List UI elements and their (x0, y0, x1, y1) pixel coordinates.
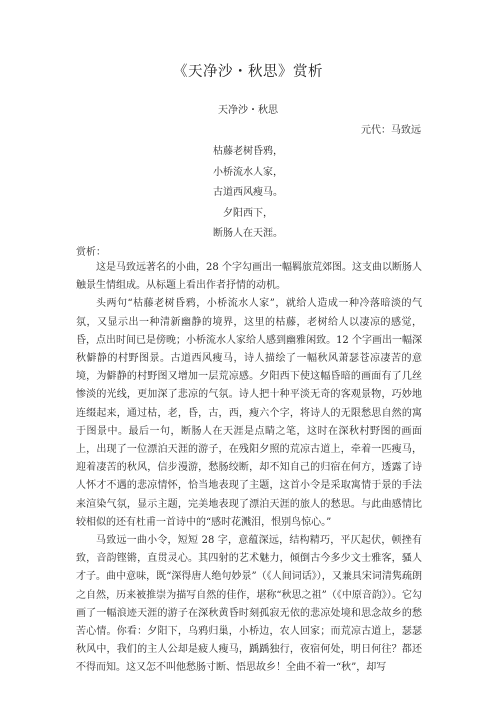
poem-body (0, 142, 496, 245)
poem-author: 元代：马致远 (361, 125, 421, 136)
document-title: 《天净沙・秋思》赏析 (173, 64, 323, 80)
paragraph: 头两句“枯藤老树昏鸦，小桥流水人家”，就给人造成一种冷落暗淡的气氛，又显示出一种清新幽静的境界，这里的枯藤，老树给人以凄凉的感觉，昏，点出时间已是傍晚；小桥流水人家给人感到幽雅闲致。12 个字画出一幅深秋僻静的村野图景。古道西风瘦马，诗人描绘了一幅秋风萧瑟苍凉凄苦的意境，为僻静的村野图又增加一层荒凉感。夕阳西下使这幅昏暗的画面有了几丝惨淡的光线，更加深了悲凉的气氛。诗人把十种平淡无奇的客观景物，巧妙地连缀起来，通过枯，老，昏，古，西，瘦六个字，将诗人的无限愁思自然的寓于图景中。最后一句，断肠人在天涯是点睛之笔，这时在深秋村野图的画面上，出现了一位漂泊天涯的游子，在残阳夕照的荒凉古道上，牵着一匹瘦马，迎着凄苦的秋风，信步漫游，愁肠绞断，却不知自己的归宿在何方，透露了诗人怀才不遇的悲凉情怀，恰当地表现了主题，这首小令是采取寓情于景的手法来渲染气氛，显示主题，完美地表现了漂泊天涯的旅人的愁思。与此曲感情比较相似的还有杜甫一首诗中的“感时花溅泪，恨别鸟惊心。” (76, 298, 422, 528)
paragraph: 马致远一曲小令，短短 28 字，意蕴深远，结构精巧，平仄起伏，顿挫有致，音韵铿锵，直贯灵心。其四射的艺术魅力，倾倒古今多少文士雅客，骚人才子。曲中意味，既“深得唐人绝句妙景”（《人间词话》），又兼具宋词清隽疏朗之自然，历来被推崇为描写自然的佳作，堪称“秋思之祖”（《中原音韵》）。它勾画了一幅浪迹天涯的游子在深秋黄昏时刻孤寂无依的悲凉处境和思念故乡的愁苦心情。你看：夕阳下，乌鸦归巢，小桥边，农人回家；而荒凉古道上，瑟瑟秋风中，我们的主人公却是疲人瘦马，踽踽独行，夜宿何处，明日何往？都还不得而知。这又怎不叫他愁肠寸断、悟思故乡！全曲不着一“秋”，却写 (76, 535, 422, 674)
poem-title: 天净沙・秋思 (218, 105, 278, 116)
poem-line: 古道西风瘦马。 (213, 187, 283, 198)
poem-line: 断肠人在天涯。 (213, 228, 283, 239)
poem-line: 枯藤老树昏鸦， (213, 146, 283, 157)
poem-line: 夕阳西下， (223, 207, 273, 219)
appreciation-label: 赏析： (76, 247, 106, 258)
poem-line: 小桥流水人家， (213, 166, 283, 178)
appreciation-body (76, 259, 422, 678)
paragraph: 这是马致远著名的小曲，28 个字勾画出一幅羁旅荒郊图。这支曲以断肠人触景生情组成。从标题上看出作者抒情的动机。 (76, 262, 422, 292)
